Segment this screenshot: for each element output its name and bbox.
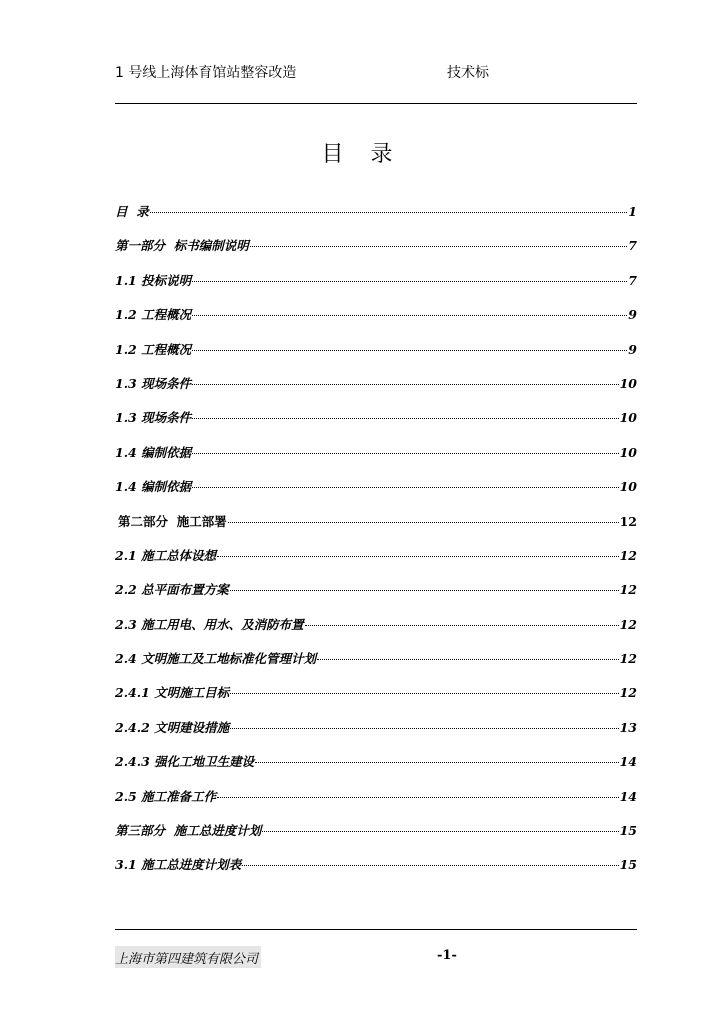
toc-dot-leader [217, 556, 618, 557]
toc-entry-page: 12 [619, 582, 637, 598]
toc-entry[interactable] [115, 202, 637, 236]
toc-entry[interactable] [115, 787, 637, 821]
toc-entry-label: 2.1 施工总体设想 [115, 547, 217, 563]
toc-entry-page: 12 [619, 685, 637, 701]
footer-company-name: 上海市第四建筑有限公司 [115, 946, 261, 968]
toc-entry[interactable] [115, 305, 637, 339]
toc-entry-label: 第二部分 施工部署 [118, 513, 227, 529]
toc-entry-page: 7 [628, 238, 637, 254]
toc-entry-page: 10 [619, 479, 637, 495]
toc-entry-page: 10 [619, 444, 637, 460]
toc-dot-leader [262, 831, 618, 832]
toc-dot-leader [192, 418, 618, 419]
toc-entry-label: 1.3 现场条件 [115, 375, 192, 391]
toc-entry-label: 第三部分 施工总进度计划 [115, 823, 262, 839]
toc-dot-leader [192, 350, 627, 351]
toc-dot-leader [230, 728, 618, 729]
toc-title: 目 录 [321, 142, 403, 167]
page-header [115, 62, 637, 84]
toc-dot-leader [228, 522, 619, 523]
toc-entry-page: 12 [619, 513, 637, 529]
toc-dot-leader [305, 625, 619, 626]
toc-entry[interactable] [115, 340, 637, 374]
toc-entry[interactable] [115, 477, 637, 511]
toc-dot-leader [230, 693, 618, 694]
toc-entry-label: 3.1 施工总进度计划表 [115, 857, 242, 873]
toc-dot-leader [192, 384, 618, 385]
toc-entry-page: 12 [619, 547, 637, 563]
footer-page-number: -1- [437, 948, 457, 963]
toc-entry-label: 1.1 投标说明 [115, 272, 192, 288]
footer-divider [115, 929, 637, 930]
toc-dot-leader [230, 590, 619, 591]
toc-entry[interactable] [115, 374, 637, 408]
toc-entry[interactable] [115, 683, 637, 717]
toc-entry-label: 1.2 工程概况 [115, 307, 192, 323]
toc-dot-leader [217, 797, 618, 798]
toc-entry[interactable] [115, 718, 637, 752]
toc-entry-label: 目 录 [115, 204, 149, 219]
table-of-contents [115, 202, 637, 890]
toc-entry[interactable] [115, 443, 637, 477]
toc-dot-leader [192, 315, 627, 316]
toc-dot-leader [242, 865, 618, 866]
toc-dot-leader [250, 246, 628, 247]
toc-entry-page: 10 [619, 375, 637, 391]
header-project-title: 1 号线上海体育馆站整容改造 [115, 65, 297, 81]
toc-dot-leader [317, 659, 618, 660]
toc-entry-page: 12 [619, 616, 637, 632]
toc-entry-page: 9 [628, 341, 637, 357]
toc-entry[interactable] [115, 752, 637, 786]
toc-entry[interactable] [115, 855, 637, 889]
toc-entry[interactable] [115, 821, 637, 855]
toc-entry[interactable] [115, 271, 637, 305]
toc-entry[interactable] [115, 512, 637, 546]
toc-entry-label: 2.3 施工用电、用水、及消防布置 [115, 616, 304, 632]
toc-entry[interactable] [115, 546, 637, 580]
toc-dot-leader [255, 762, 618, 763]
toc-entry[interactable] [115, 580, 637, 614]
toc-dot-leader [192, 281, 627, 282]
toc-dot-leader [192, 487, 618, 488]
toc-entry-label: 2.4.3 强化工地卫生建设 [115, 754, 255, 770]
toc-entry-page: 13 [619, 719, 637, 735]
toc-entry-page: 1 [628, 204, 637, 219]
header-doc-type: 技术标 [447, 65, 489, 81]
toc-entry-page: 12 [619, 651, 637, 667]
toc-entry-label: 1.2 工程概况 [115, 341, 192, 357]
header-divider [115, 103, 637, 104]
toc-entry-label: 2.4.1 文明施工目标 [115, 685, 230, 701]
toc-entry[interactable] [115, 408, 637, 442]
toc-entry-page: 15 [619, 823, 637, 839]
toc-entry-page: 15 [619, 857, 637, 873]
toc-entry-page: 7 [628, 272, 637, 288]
toc-entry-label: 2.5 施工准备工作 [115, 788, 217, 804]
toc-entry-label: 2.4 文明施工及工地标准化管理计划 [115, 651, 317, 667]
toc-entry-label: 1.4 编制依据 [115, 479, 192, 495]
toc-entry-label: 2.2 总平面布置方案 [115, 582, 229, 598]
toc-entry[interactable] [115, 649, 637, 683]
toc-entry-label: 1.4 编制依据 [115, 444, 192, 460]
toc-entry[interactable] [115, 615, 637, 649]
toc-entry-page: 9 [628, 307, 637, 323]
toc-entry-page: 14 [619, 788, 637, 804]
toc-entry-page: 14 [619, 754, 637, 770]
toc-entry-label: 1.3 现场条件 [115, 410, 192, 426]
toc-entry-label: 2.4.2 文明建设措施 [115, 719, 230, 735]
toc-dot-leader [150, 212, 628, 213]
toc-entry[interactable] [115, 236, 637, 270]
toc-entry-label: 第一部分 标书编制说明 [115, 238, 249, 254]
toc-entry-page: 10 [619, 410, 637, 426]
toc-dot-leader [192, 453, 618, 454]
